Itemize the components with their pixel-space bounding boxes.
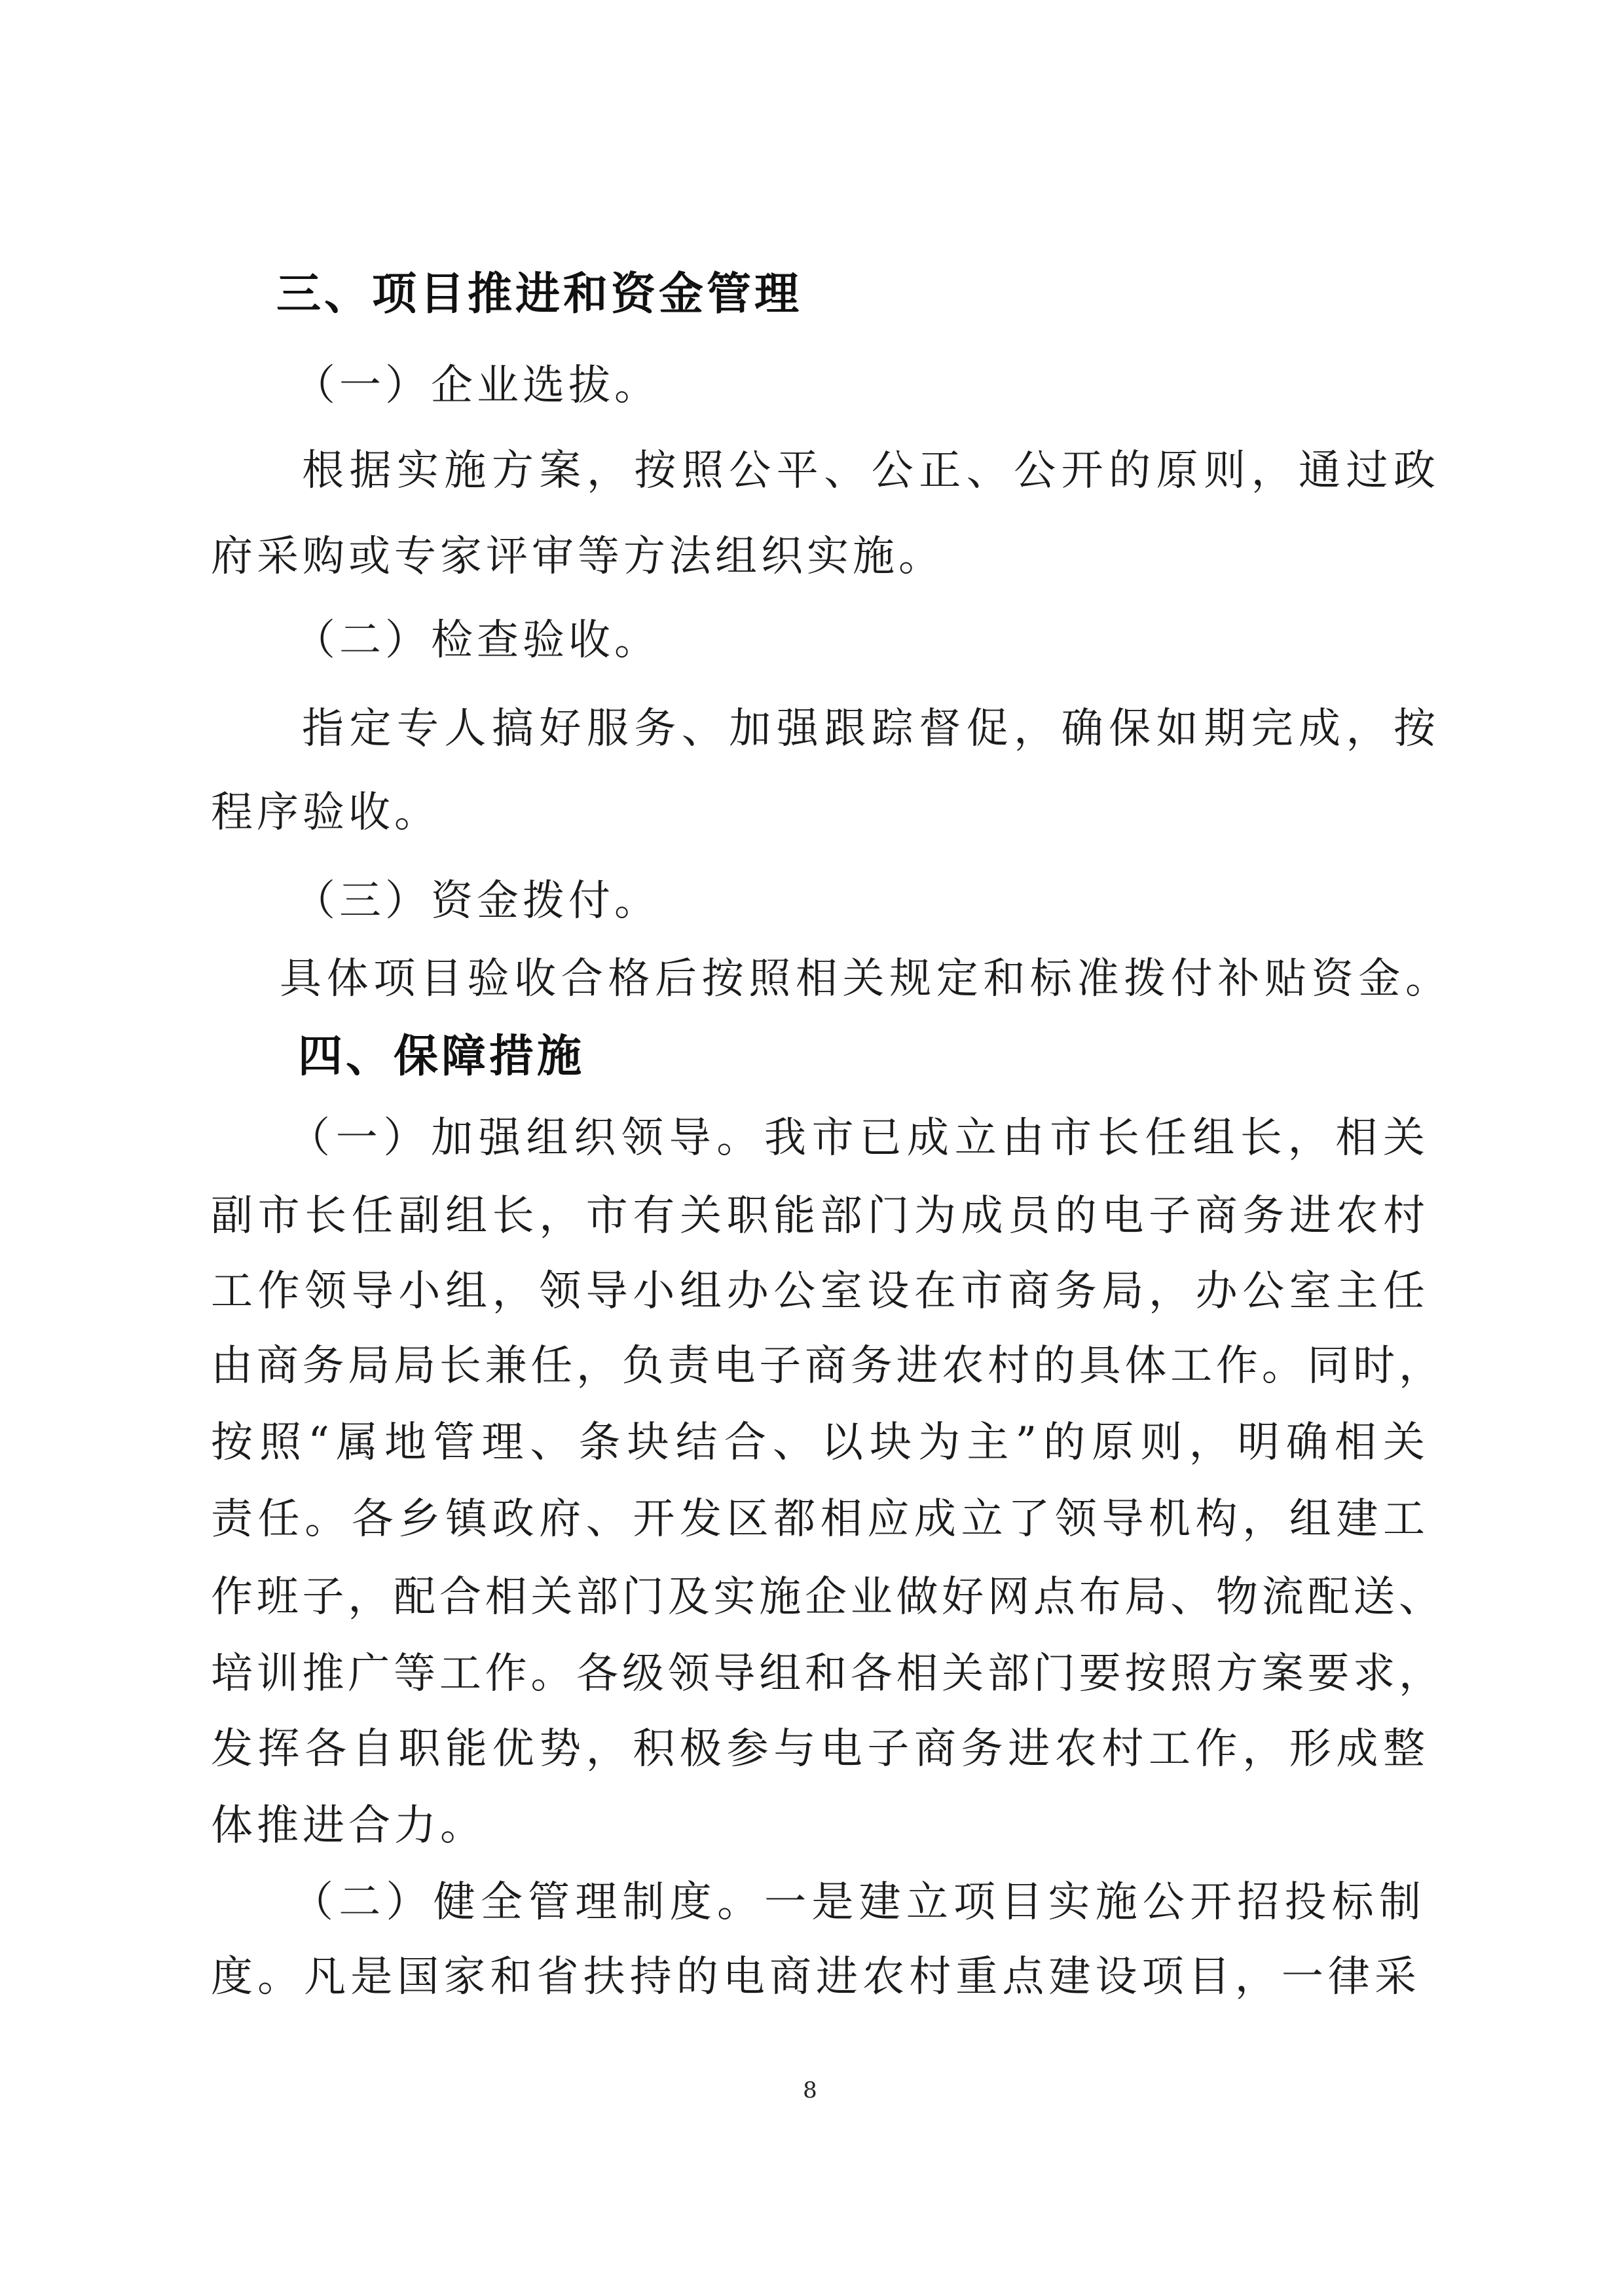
subsection-title-fund-allocation: （三）资金拨付。	[293, 877, 660, 925]
paragraph-line: 具体项目验收合格后按照相关规定和标准拨付补贴资金。	[280, 955, 1447, 1003]
section-3-heading: 三、项目推进和资金管理	[276, 268, 803, 320]
paragraph-line: 培训推广等工作。各级领导组和各相关部门要按照方案要求，	[211, 1650, 1441, 1698]
paragraph-line: （一）加强组织领导。我市已成立由市长任组长，相关	[288, 1114, 1425, 1162]
paragraph-line: 工作领导小组，领导小组办公室设在市商务局，办公室主任	[211, 1267, 1425, 1316]
page-number: 8	[803, 2077, 817, 2103]
subsection-title-enterprise-selection: （一）企业选拔。	[293, 361, 660, 410]
paragraph-line: 按照“属地管理、条块结合、以块为主”的原则，明确相关	[211, 1418, 1425, 1467]
paragraph-line: 根据实施方案，按照公平、公正、公开的原则，通过政	[302, 447, 1435, 495]
paragraph-line: 责任。各乡镇政府、开发区都相应成立了领导机构，组建工	[211, 1495, 1425, 1544]
paragraph-line: 府采购或专家评审等方法组织实施。	[211, 532, 944, 581]
paragraph-line: 度。凡是国家和省扶持的电商进农村重点建设项目，一律采	[211, 1953, 1416, 2001]
paragraph-line: 程序验收。	[211, 788, 440, 837]
paragraph-line: 发挥各自职能优势，积极参与电子商务进农村工作，形成整	[211, 1725, 1425, 1773]
paragraph-line: 指定专人搞好服务、加强跟踪督促，确保如期完成，按	[302, 705, 1435, 753]
paragraph-line: 作班子，配合相关部门及实施企业做好网点布局、物流配送、	[211, 1573, 1441, 1621]
paragraph-line: 副市长任副组长，市有关职能部门为成员的电子商务进农村	[211, 1192, 1425, 1240]
subsection-title-inspection-acceptance: （二）检查验收。	[293, 616, 660, 665]
paragraph-line: （二）健全管理制度。一是建立项目实施公开招投标制	[291, 1878, 1421, 1927]
paragraph-line: 体推进合力。	[211, 1802, 486, 1850]
paragraph-line: 由商务局局长兼任，负责电子商务进农村的具体工作。同时，	[211, 1342, 1441, 1390]
section-4-heading: 四、保障措施	[298, 1031, 585, 1083]
